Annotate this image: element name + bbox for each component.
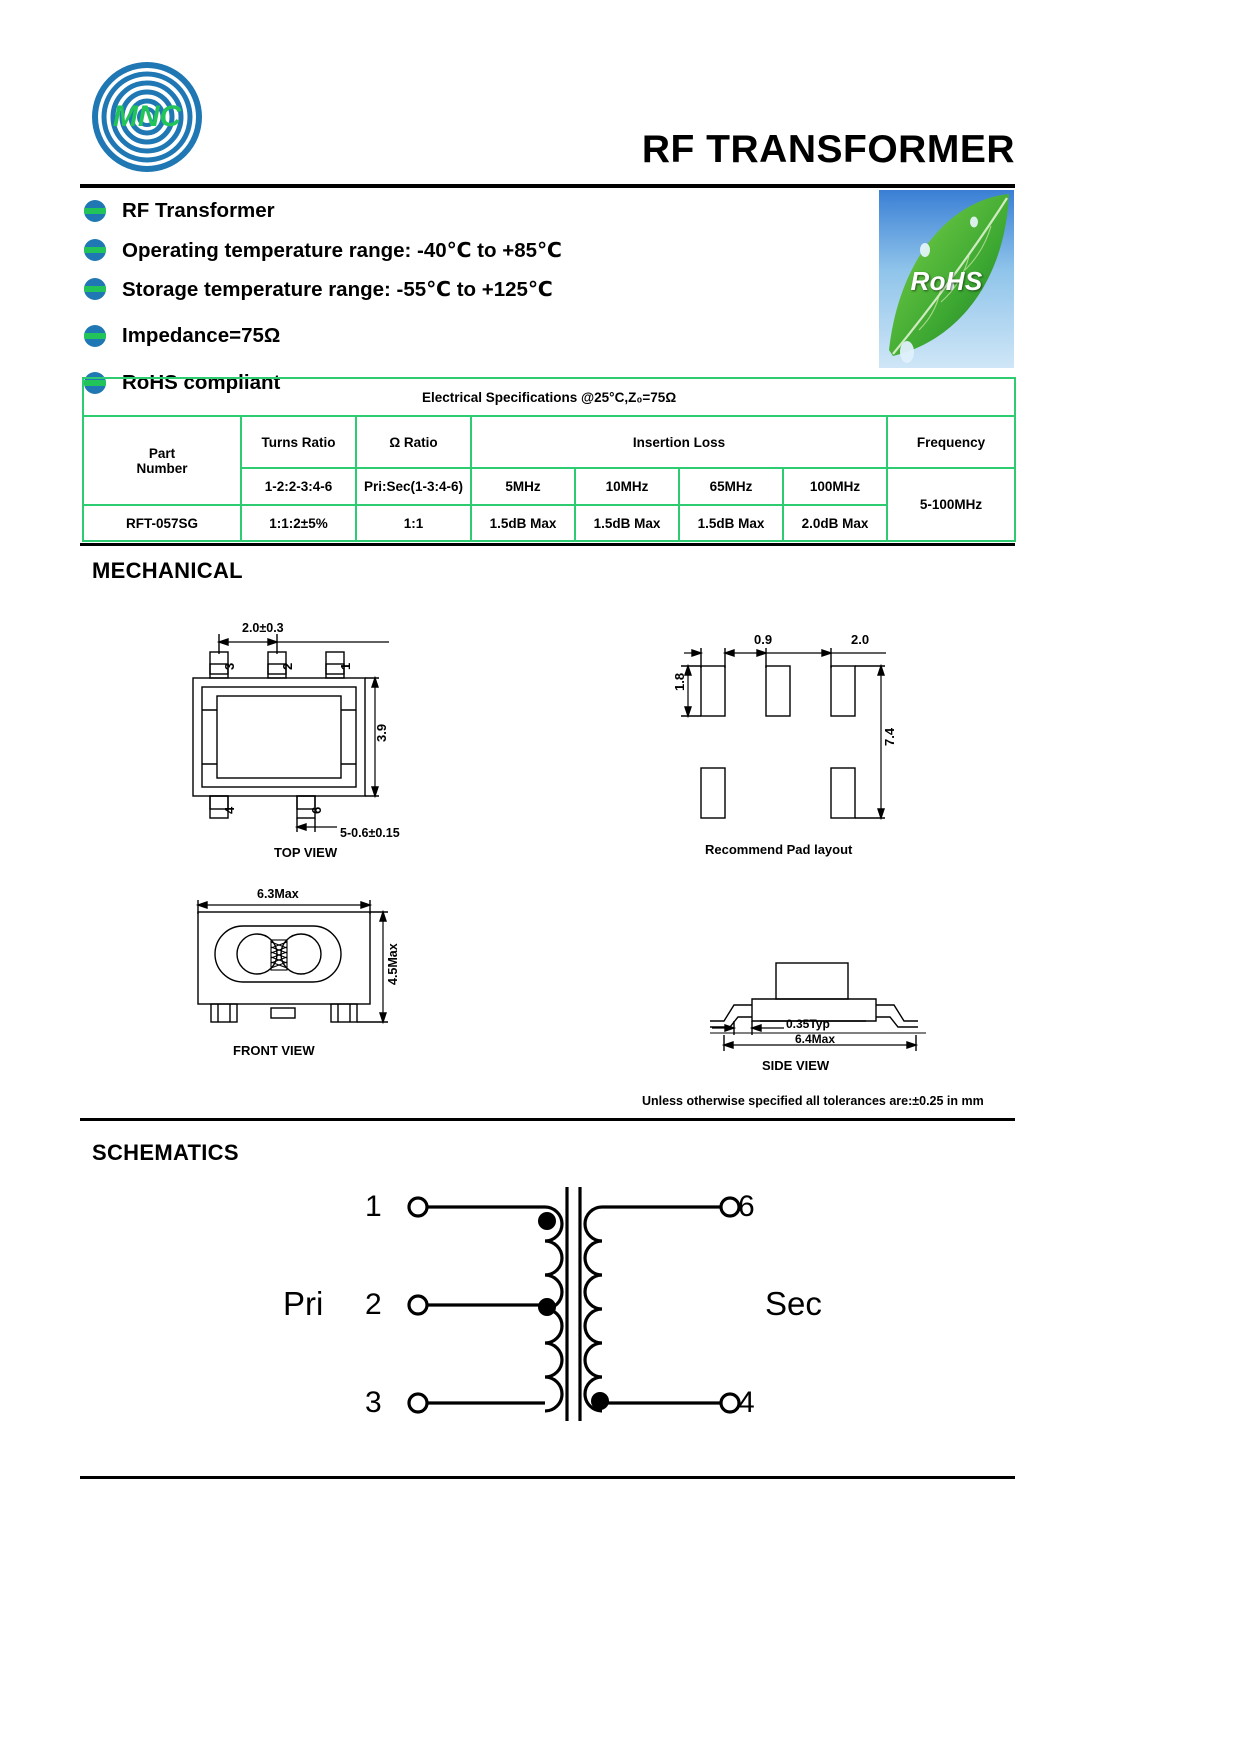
feature-text: Operating temperature range: -40℃ to +85℃ [122, 238, 562, 262]
dim-height-label: 3.9 [374, 723, 389, 742]
polarity-dot-primary-top [538, 1212, 556, 1230]
list-item [84, 270, 864, 308]
dim-pin-label: 5-0.6±0.15 [340, 826, 400, 840]
bullet-icon [84, 239, 106, 261]
schematic-pin-3: 3 [365, 1386, 382, 1419]
col-header-part-number [83, 416, 241, 505]
logo-text: MNC [112, 100, 182, 133]
subheader-il-100mhz: 100MHz [783, 468, 887, 505]
dim-gap-label: 0.9 [754, 632, 773, 647]
schematic-pin-2: 2 [365, 1288, 382, 1321]
dim-front-height-label: 4.5Max [386, 943, 400, 985]
dim-front-width-label: 6.3Max [257, 887, 299, 901]
col-header-frequency: Frequency [887, 416, 1015, 468]
cell-frequency-range: 5-100MHz [887, 468, 1015, 541]
schematic-pin-4: 4 [738, 1386, 755, 1419]
top-view-caption: TOP VIEW [274, 845, 338, 860]
mechanical-section-divider [80, 1118, 1015, 1121]
header-divider [80, 184, 1015, 188]
polarity-dot-primary-mid [538, 1298, 556, 1316]
dim-pitch-label: 2.0±0.3 [242, 621, 284, 635]
bullet-icon [84, 278, 106, 300]
feature-text: RoHS compliant [122, 371, 281, 394]
subheader-il-65mhz: 65MHz [679, 468, 783, 505]
tolerance-note: Unless otherwise specified all tolerances are:±0.25 in mm [642, 1094, 984, 1108]
bullet-icon [84, 200, 106, 222]
front-view-drawing [185, 887, 435, 1045]
list-item [84, 317, 864, 355]
pin-label-1: 1 [338, 662, 353, 670]
page-title: RF TRANSFORMER [641, 128, 1015, 171]
col-header-insertion-loss: Insertion Loss [471, 416, 887, 468]
dim-span-label: 7.4 [882, 727, 897, 746]
schematics-section-divider [80, 1476, 1015, 1479]
rohs-badge [879, 190, 1014, 368]
cell-il-65mhz: 1.5dB Max [679, 505, 783, 541]
table-section-divider [80, 543, 1015, 546]
feature-text: Impedance=75Ω [122, 324, 281, 347]
bullet-icon [84, 325, 106, 347]
rohs-label: RoHS [910, 266, 983, 296]
col-header-turns-ratio: Turns Ratio [241, 416, 356, 468]
feature-list [84, 192, 864, 403]
cell-ohm-ratio: 1:1 [356, 505, 471, 541]
pin-label-3: 3 [222, 662, 237, 670]
list-item [84, 192, 864, 230]
polarity-dot-secondary [591, 1392, 609, 1410]
schematic-pin-6: 6 [738, 1190, 755, 1223]
pin-label-6: 6 [309, 806, 324, 814]
dim-pitch-label: 2.0 [851, 632, 870, 647]
schematics-heading: SCHEMATICS [92, 1140, 239, 1165]
dim-side-typ-label: 0.35Typ [786, 1017, 830, 1031]
top-view-drawing [180, 612, 440, 867]
table-row [83, 505, 1015, 541]
front-view-caption: FRONT VIEW [233, 1043, 315, 1058]
feature-text: RF Transformer [122, 199, 275, 222]
pin-label-4: 4 [222, 806, 237, 814]
feature-text: Storage temperature range: -55℃ to +125℃ [122, 277, 553, 301]
secondary-label: Sec [765, 1285, 822, 1322]
subheader-il-5mhz: 5MHz [471, 468, 575, 505]
dim-side-width-label: 6.4Max [795, 1032, 836, 1046]
schematic-pin-1: 1 [365, 1190, 382, 1223]
electrical-specifications-table [82, 377, 1016, 542]
dim-pad-height-label: 1.8 [672, 672, 687, 691]
mechanical-heading: MECHANICAL [92, 558, 243, 583]
list-item [84, 231, 864, 269]
subheader-ohm-ratio: Pri:Sec(1-3:4-6) [356, 468, 471, 505]
side-view-drawing [690, 955, 950, 1070]
col-header-ohm-ratio: Ω Ratio [356, 416, 471, 468]
pin-label-2: 2 [280, 662, 295, 670]
cell-il-5mhz: 1.5dB Max [471, 505, 575, 541]
number-label: Number [136, 460, 188, 476]
table-title-row [83, 378, 1015, 416]
cell-il-100mhz: 2.0dB Max [783, 505, 887, 541]
table-title: Electrical Specifications @25°C,Z₀=75Ω [83, 378, 1015, 416]
side-view-caption: SIDE VIEW [762, 1058, 830, 1073]
pad-layout-drawing [672, 618, 916, 833]
part-label: Part [148, 445, 176, 461]
schematic-drawing [390, 1185, 790, 1430]
primary-label: Pri [283, 1285, 324, 1322]
pad-layout-caption: Recommend Pad layout [705, 842, 853, 857]
subheader-turns-ratio: 1-2:2-3:4-6 [241, 468, 356, 505]
table-header-row [83, 416, 1015, 468]
cell-turns-ratio: 1:1:2±5% [241, 505, 356, 541]
subheader-il-10mhz: 10MHz [575, 468, 679, 505]
cell-part-number: RFT-057SG [83, 505, 241, 541]
cell-il-10mhz: 1.5dB Max [575, 505, 679, 541]
